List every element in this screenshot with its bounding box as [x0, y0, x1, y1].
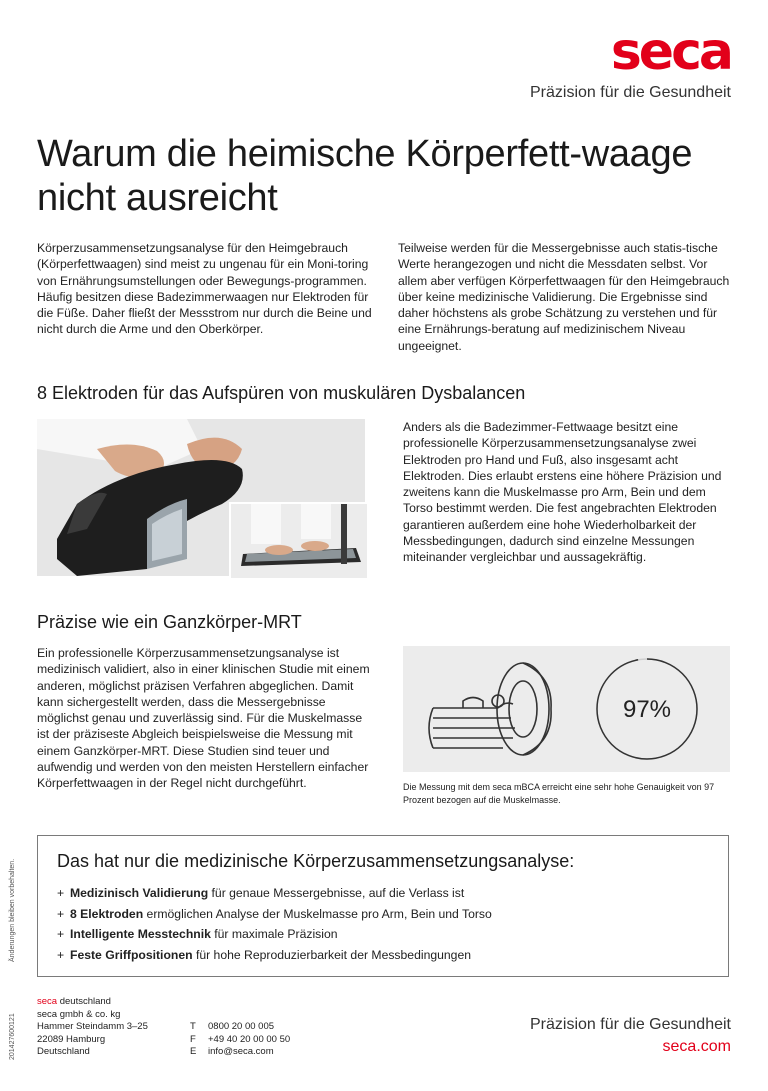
- section-electrodes-heading: 8 Elektroden für das Aufspüren von muskulären Dysbalancen: [37, 383, 526, 403]
- footer-website-link[interactable]: seca.com: [662, 1038, 731, 1055]
- footer-contact-labels: [190, 1021, 196, 1059]
- footer-brand: seca: [37, 996, 58, 1007]
- scale-illustration: [231, 504, 367, 578]
- section-mrt-text: Ein professionelle Körperzusammensetzungsanalyse ist medizinisch validiert, also in einer klinischen Studie mit einem anderen, möglichst präzisen Verfahren abgeglichen. Damit kann sichergestellt werden, dass die Messergebnisse möglichst genau und zuverlässig sind. Für die Muskelmasse ist der präziseste Abgleich beispielsweise die Messung mit einem Ganzkörper-MRT. Diese Studien sind teuer und aufwendig und werden von den meisten Herstellern einfacher Körperfettwaagen in der Regel nicht durchgeführt.: [37, 646, 370, 791]
- footer-contact-values: [208, 1021, 290, 1059]
- benefit-bold: 8 Elektroden: [70, 906, 144, 921]
- benefit-bold: Medizinisch Validierung: [70, 886, 209, 900]
- footer-address-line: Hammer Steindamm 3–25: [37, 1021, 148, 1032]
- phone-number: 0800 20 00 005: [208, 1021, 275, 1032]
- plus-icon: +: [57, 906, 65, 921]
- footer-address-line: Deutschland: [37, 1046, 90, 1057]
- document-number: 201427600121: [9, 1013, 16, 1060]
- benefit-text: für hohe Reproduzierbarkeit der Messbedingungen: [192, 947, 472, 962]
- benefits-title: Das hat nur die medizinische Körperzusammensetzungsanalyse:: [57, 851, 575, 871]
- section-electrodes-text: Anders als die Badezimmer-Fettwaage besitzt eine professionelle Körperzusammensetzungsanalyse zwei Elektroden pro Hand und Fuß, also insgesamt acht Elektroden. Dies erlaubt erstens eine höhere Präzision und zweitens kann die Muskelmasse pro Arm, Bein und dem Torso bestimmt werden. Die fest angebrachten Elektroden garantieren außerdem eine hohe Wiederholbarkeit der Messbedingungen, dadurch sind einzelne Messungen miteinander vergleichbar und aussagekräftig.: [403, 420, 722, 565]
- intro-right-paragraph: Teilweise werden für die Messergebnisse auch statis-tische Werte herangezogen und nicht die Messdaten selbst. Vor allem aber verfügen Körperfettwaagen für den Heimgebrauch über keine medizinische Validierung. Die Ergebnisse sind daher höchstens als grobe Schätzung zu verstehen und für eine Ernährungs-beratung auf medizinischem Niveau ungeeignet.: [398, 241, 730, 353]
- section-mrt-heading: Präzise wie ein Ganzkörper-MRT: [37, 612, 302, 632]
- list-item: [57, 883, 492, 904]
- intro-left-paragraph: Körperzusammensetzungsanalyse für den Heimgebrauch (Körperfettwaagen) sind meist zu ungenau für ein Moni-toring von Ernährungsumstellungen oder Bewegungs-programmen. Häufig besitzen diese Badezimmerwaagen nur Elektroden für die Füße. Daher fließt der Messstrom nur durch die Beine und nicht durch die Arme und den Oberkörper.: [37, 241, 372, 337]
- list-item: [57, 904, 492, 925]
- mrt-caption: Die Messung mit dem seca mBCA erreicht eine sehr hohe Genauigkeit von 97 Prozent bezogen auf die Muskelmasse.: [403, 782, 715, 805]
- footer-address-line: seca gmbh & co. kg: [37, 1008, 121, 1020]
- benefit-bold: Intelligente Messtechnik: [70, 927, 211, 941]
- logo-wordmark: seca: [610, 22, 731, 82]
- email-label: E: [190, 1046, 197, 1057]
- fax-label: F: [190, 1033, 196, 1045]
- benefit-text: für maximale Präzision: [210, 927, 338, 941]
- list-item: [57, 924, 492, 945]
- plus-icon: +: [57, 927, 65, 941]
- benefit-text: für genaue Messergebnisse, auf die Verlass ist: [208, 886, 465, 900]
- page-title: Warum die heimische Körperfett-waage nicht ausreicht: [37, 133, 693, 219]
- seca-logo: [571, 22, 731, 82]
- mrt-comparison-illustration: [403, 646, 730, 772]
- footer-address: [37, 996, 148, 1059]
- phone-label: T: [190, 1021, 196, 1032]
- footer-company: [37, 996, 148, 1009]
- footer-tagline: Präzision für die Gesundheit: [530, 1016, 731, 1033]
- email-link[interactable]: info@seca.com: [208, 1046, 274, 1057]
- footer-address-line: 22089 Hamburg: [37, 1033, 106, 1045]
- accuracy-percent: 97%: [622, 696, 672, 723]
- plus-icon: +: [57, 947, 65, 962]
- plus-icon: +: [57, 886, 65, 900]
- scale-feet-photo: [229, 502, 367, 578]
- fax-number: +49 40 20 00 00 50: [208, 1033, 291, 1045]
- list-item: [57, 945, 492, 966]
- footer-brand-suffix: deutschland: [57, 996, 111, 1007]
- benefit-text: ermöglichen Analyse der Muskelmasse pro Arm, Bein und Torso: [143, 906, 492, 921]
- benefit-bold: Feste Griffpositionen: [70, 947, 193, 962]
- benefits-list: [57, 883, 492, 965]
- header-tagline: Präzision für die Gesundheit: [530, 84, 731, 101]
- disclaimer-note: Änderungen bleiben vorbehalten.: [9, 858, 16, 962]
